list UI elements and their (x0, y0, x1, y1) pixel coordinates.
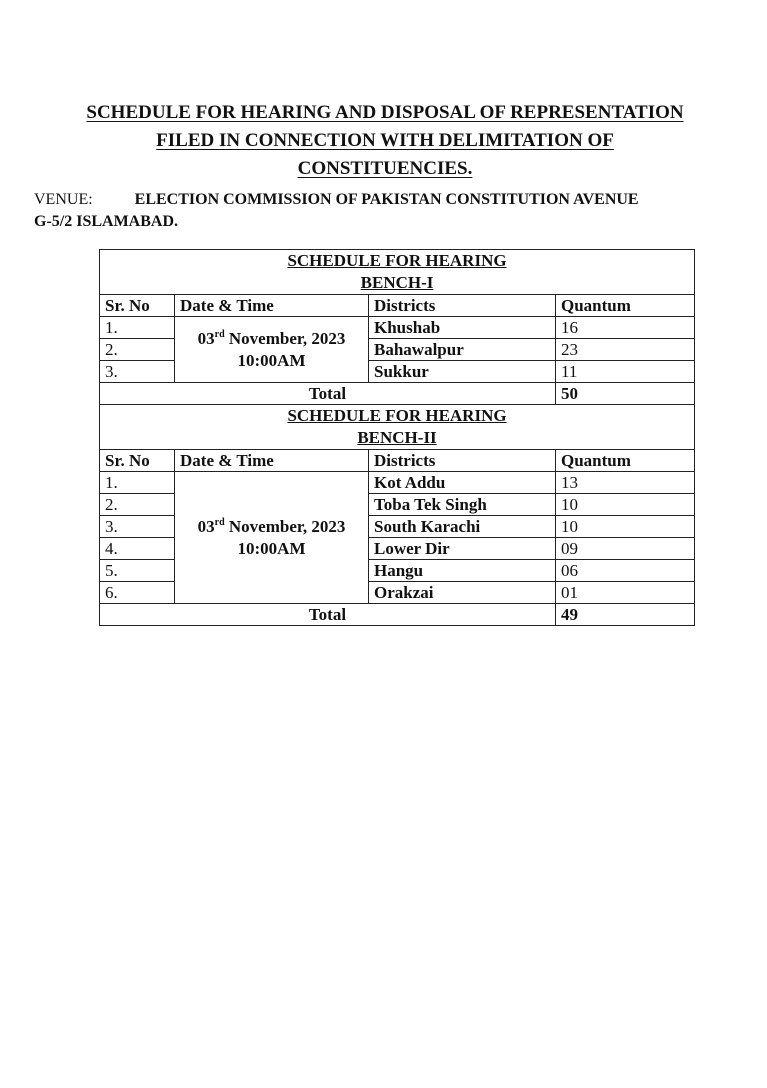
venue-label: VENUE: (34, 191, 93, 208)
sr-cell: 3. (100, 516, 175, 538)
bench1-total-label: Total (100, 383, 556, 405)
bench1-heading-title: SCHEDULE FOR HEARING (287, 251, 507, 270)
district-cell: Toba Tek Singh (369, 494, 556, 516)
bench2-date-suffix: rd (214, 516, 225, 528)
quantum-cell: 01 (556, 582, 695, 604)
title-line-2: FILED IN CONNECTION WITH DELIMITATION OF (156, 130, 614, 151)
bench2-heading-title: SCHEDULE FOR HEARING (287, 406, 507, 425)
table-row (100, 317, 695, 339)
bench1-total-row (100, 383, 695, 405)
district-cell: Khushab (369, 317, 556, 339)
table-row (100, 472, 695, 494)
sr-cell: 5. (100, 560, 175, 582)
quantum-cell: 13 (556, 472, 695, 494)
quantum-cell: 10 (556, 494, 695, 516)
bench1-date-rest: November, 2023 (224, 328, 346, 348)
sr-cell: 3. (100, 361, 175, 383)
quantum-cell: 09 (556, 538, 695, 560)
district-cell: Kot Addu (369, 472, 556, 494)
sr-cell: 2. (100, 339, 175, 361)
bench2-name: BENCH-II (357, 428, 437, 447)
bench2-date-rest: November, 2023 (224, 516, 346, 536)
bench1-heading-row (100, 250, 695, 295)
bench1-total-value: 50 (556, 383, 695, 405)
bench1-col-sr: Sr. No (100, 295, 175, 317)
bench2-col-district: Districts (369, 450, 556, 472)
district-cell: Lower Dir (369, 538, 556, 560)
quantum-cell: 16 (556, 317, 695, 339)
venue-block (34, 189, 684, 233)
bench1-datetime-cell (175, 317, 369, 383)
district-cell: Hangu (369, 560, 556, 582)
bench2-total-row (100, 604, 695, 626)
district-cell: Orakzai (369, 582, 556, 604)
bench2-column-header-row (100, 450, 695, 472)
sr-cell: 2. (100, 494, 175, 516)
sr-cell: 1. (100, 317, 175, 339)
bench2-date-day: 03 (197, 516, 215, 536)
sr-cell: 1. (100, 472, 175, 494)
bench2-col-datetime: Date & Time (175, 450, 369, 472)
district-cell: Bahawalpur (369, 339, 556, 361)
bench2-col-sr: Sr. No (100, 450, 175, 472)
bench2-heading (100, 405, 695, 450)
bench2-time: 10:00AM (237, 538, 306, 558)
venue-line-1: ELECTION COMMISSION OF PAKISTAN CONSTITUTION AVENUE (134, 191, 639, 208)
bench1-date-day: 03 (197, 328, 215, 348)
bench1-col-datetime: Date & Time (175, 295, 369, 317)
bench1-column-header-row (100, 295, 695, 317)
bench2-datetime-cell (175, 472, 369, 604)
district-cell: South Karachi (369, 516, 556, 538)
quantum-cell: 06 (556, 560, 695, 582)
bench1-time: 10:00AM (237, 350, 306, 370)
title-line-1: SCHEDULE FOR HEARING AND DISPOSAL OF REPRESENTATION (86, 102, 684, 123)
bench1-col-district: Districts (369, 295, 556, 317)
bench2-heading-row (100, 405, 695, 450)
schedule-table (99, 249, 695, 626)
sr-cell: 6. (100, 582, 175, 604)
document-title (40, 99, 730, 183)
bench2-total-value: 49 (556, 604, 695, 626)
venue-line-2: G-5/2 ISLAMABAD. (34, 213, 179, 230)
bench1-name: BENCH-I (360, 273, 434, 292)
sr-cell: 4. (100, 538, 175, 560)
bench2-total-label: Total (100, 604, 556, 626)
bench1-heading (100, 250, 695, 295)
title-line-3: CONSTITUENCIES. (297, 158, 473, 179)
bench2-col-quantum: Quantum (556, 450, 695, 472)
district-cell: Sukkur (369, 361, 556, 383)
bench1-col-quantum: Quantum (556, 295, 695, 317)
quantum-cell: 11 (556, 361, 695, 383)
bench1-date-suffix: rd (214, 328, 225, 340)
quantum-cell: 10 (556, 516, 695, 538)
quantum-cell: 23 (556, 339, 695, 361)
